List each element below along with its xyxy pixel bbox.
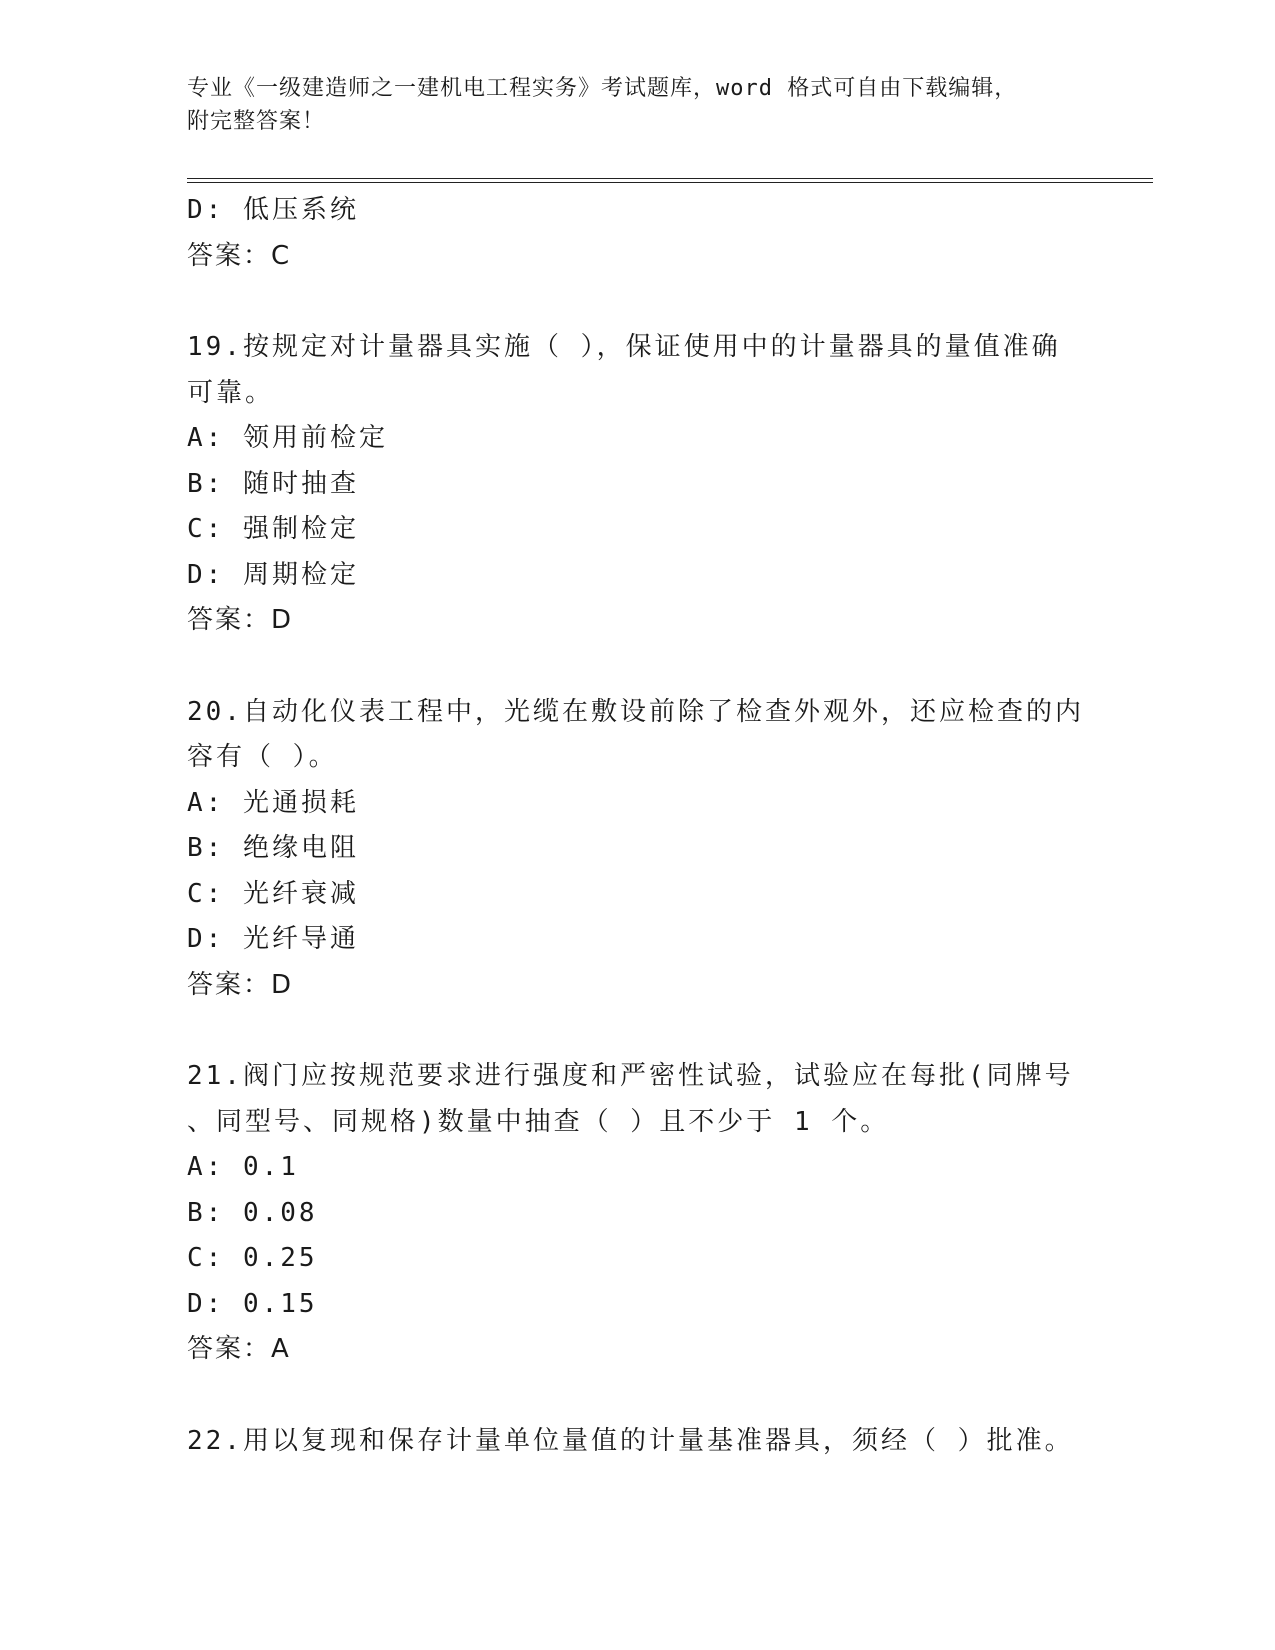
question-stem: 22.用以复现和保存计量单位量值的计量基准器具，须经（ ）批准。: [187, 1425, 1074, 1456]
answer: 答案：D: [187, 605, 294, 635]
answer: 答案：D: [187, 969, 294, 1000]
option-c: C: 强制检定: [187, 514, 359, 544]
question-20: [187, 690, 1087, 1009]
question-stem: 21.阀门应按规范要求进行强度和严密性试验，试验应在每批(同牌号: [187, 1061, 1074, 1091]
option-d: D: 光纤导通: [187, 924, 359, 954]
option-d: D: 低压系统: [187, 195, 359, 225]
option-b: B: 0.08: [187, 1197, 318, 1228]
option-b: B: 随时抽查: [187, 468, 359, 499]
header-line-1: 专业《一级建造师之一建机电工程实务》考试题库，word 格式可自由下载编辑，: [187, 76, 1018, 101]
option-d: D: 0.15: [187, 1288, 318, 1319]
option-d: D: 周期检定: [187, 559, 359, 590]
header-rule-bottom: [187, 182, 1153, 183]
option-b: B: 绝缘电阻: [187, 833, 359, 863]
answer: 答案：A: [187, 1334, 291, 1364]
question-21: [187, 1054, 1087, 1373]
question-list: [187, 188, 1087, 1464]
option-c: C: 光纤衰减: [187, 878, 359, 909]
spacer: [187, 1373, 1087, 1419]
question-19: [187, 325, 1087, 644]
question-stem: 20.自动化仪表工程中，光缆在敷设前除了检查外观外，还应检查的内: [187, 696, 1084, 727]
answer: 答案：C: [187, 240, 292, 271]
spacer: [187, 279, 1087, 325]
option-a: A: 0.1: [187, 1152, 299, 1182]
option-a: A: 领用前检定: [187, 423, 388, 453]
document-header: [187, 72, 1087, 138]
header-rule-top: [187, 178, 1153, 179]
option-a: A: 光通损耗: [187, 787, 359, 818]
header-line-2: 附完整答案！: [187, 109, 326, 134]
question-stem: 19.按规定对计量器具实施（ ），保证使用中的计量器具的量值准确: [187, 332, 1061, 362]
question-stem-continued: 容有（ ）。: [187, 742, 338, 772]
option-c: C: 0.25: [187, 1243, 318, 1273]
question-stem-continued: 可靠。: [187, 377, 275, 408]
spacer: [187, 1008, 1087, 1054]
spacer: [187, 644, 1087, 690]
question-stem-continued: 、同型号、同规格)数量中抽查（ ）且不少于 1 个。: [187, 1106, 890, 1137]
question-22: [187, 1419, 1087, 1465]
